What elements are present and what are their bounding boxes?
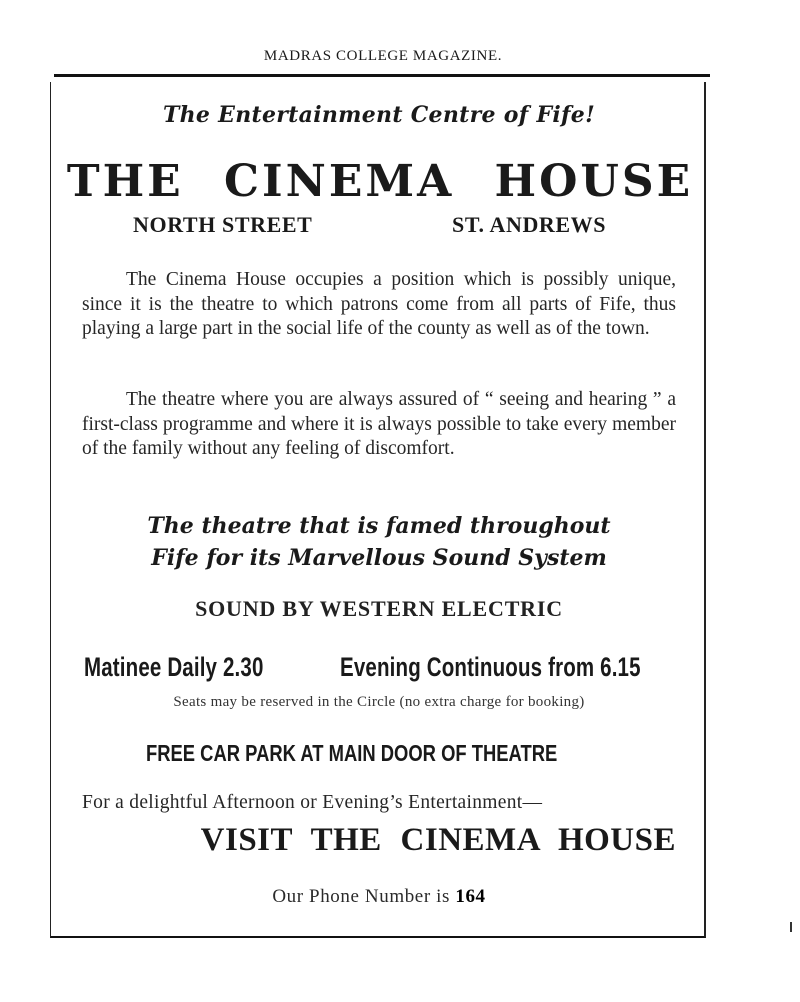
paragraph-position: The Cinema House occupies a position which is possibly unique, since it is the theatre to which patrons come from all parts of Fife, thus playing a large part in the social life of the county as well as of the town. xyxy=(82,269,676,339)
phone-number: 164 xyxy=(455,886,486,907)
margin-mark xyxy=(790,922,792,932)
evening-times: Evening Continuous from 6.15 xyxy=(340,652,641,682)
advert-tagline: The Entertainment Centre of Fife! xyxy=(162,102,596,128)
sound-system-label: SOUND BY WESTERN ELECTRIC xyxy=(195,596,563,621)
visit-headline: VISIT THE CINEMA HOUSE xyxy=(200,822,676,858)
advert-title: THE CINEMA HOUSE xyxy=(66,156,694,207)
address-town: ST. ANDREWS xyxy=(452,212,607,237)
seats-note: Seats may be reserved in the Circle (no extra charge for booking) xyxy=(173,694,585,710)
phone-line xyxy=(54,886,704,908)
matinee-times: Matinee Daily 2.30 xyxy=(84,652,264,682)
delight-line: For a delightful Afternoon or Evening’s Entertainment— xyxy=(82,792,543,813)
paragraph-assurance: The theatre where you are always assured of “ seeing and hearing ” a first-class programme and where it is always possible to take every member of the family without any feeling of discomfort. xyxy=(82,389,676,459)
car-park-notice: FREE CAR PARK AT MAIN DOOR OF THEATRE xyxy=(146,740,558,766)
famed-line: Fife for its Marvellous Sound System xyxy=(151,545,607,571)
running-head: MADRAS COLLEGE MAGAZINE. xyxy=(263,48,503,64)
famed-line: The theatre that is famed throughout xyxy=(147,513,611,539)
phone-label: Our Phone Number is xyxy=(272,886,450,907)
address-street: NORTH STREET xyxy=(133,212,313,237)
top-rule xyxy=(54,74,710,77)
famed-statement xyxy=(54,510,704,574)
